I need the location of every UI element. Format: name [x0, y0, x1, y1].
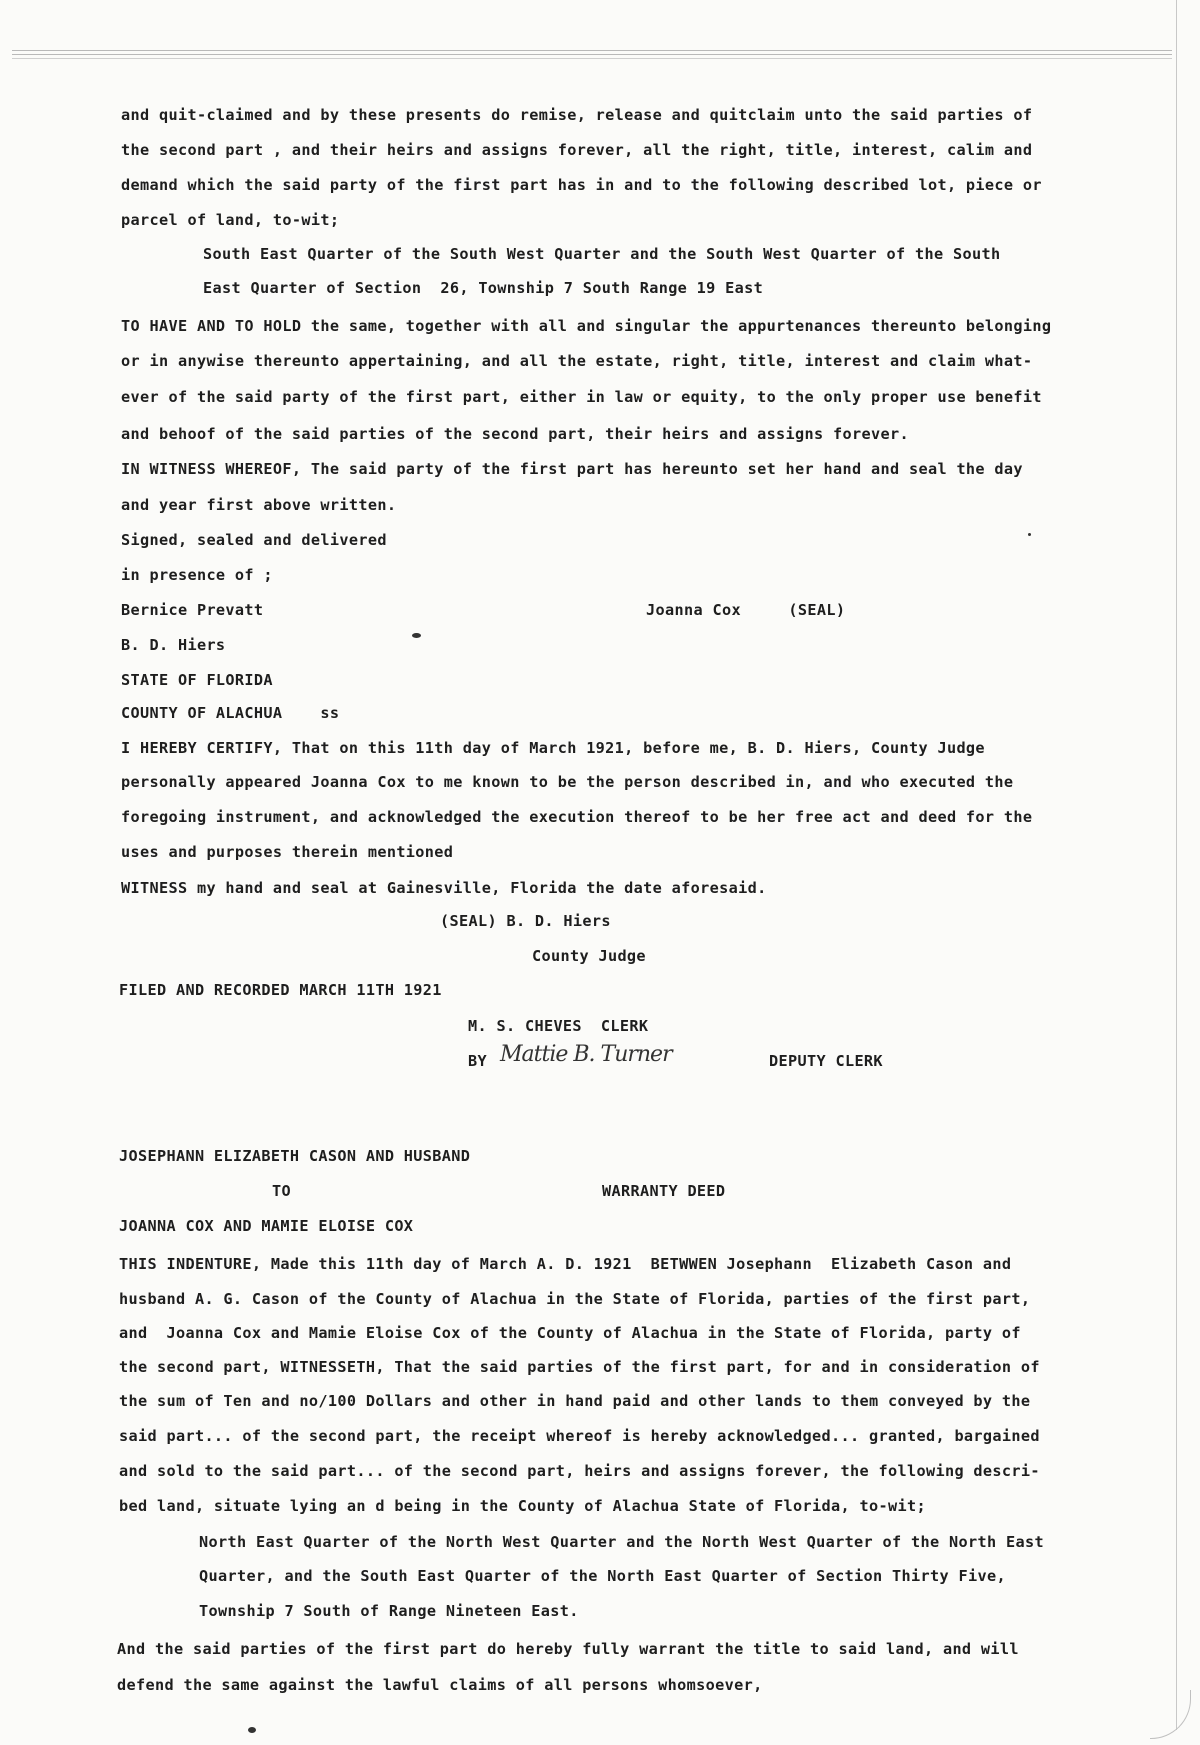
county-heading: COUNTY OF ALACHUA ss [121, 704, 340, 722]
ink-speck [412, 633, 421, 638]
indenture-line: and Joanna Cox and Mamie Eloise Cox of the County of Alachua in the State of Florida, party of [119, 1324, 1021, 1342]
deputy-clerk-label: DEPUTY CLERK [769, 1052, 883, 1070]
witness-name: B. D. Hiers [121, 636, 226, 654]
deed-heading-grantee: JOANNA COX AND MAMIE ELOISE COX [119, 1217, 414, 1235]
indenture-line: husband A. G. Cason of the County of Alachua in the State of Florida, parties of the first part, [119, 1290, 1031, 1308]
deed-line: or in anywise thereunto appertaining, and all the estate, right, title, interest and claim what- [121, 352, 1033, 370]
signed-sealed-line: Signed, sealed and delivered [121, 531, 387, 549]
page-curl [1150, 1690, 1191, 1739]
judge-signature: (SEAL) B. D. Hiers [440, 912, 611, 930]
deputy-clerk-signature: Mattie B. Turner [500, 1042, 672, 1067]
deed-line: and year first above written. [121, 496, 397, 514]
ink-speck [248, 1727, 256, 1733]
in-presence-line: in presence of ; [121, 566, 273, 584]
ink-speck [1028, 533, 1031, 536]
indenture-line: bed land, situate lying an d being in the County of Alachua State of Florida, to-wit; [119, 1497, 926, 1515]
judge-title: County Judge [532, 947, 646, 965]
deed-line: demand which the said party of the first part has in and to the following described lot, piece or [121, 176, 1042, 194]
land-description-line: Township 7 South of Range Nineteen East. [199, 1602, 579, 1620]
top-rule [12, 58, 1172, 59]
indenture-line: the second part, WITNESSETH, That the said parties of the first part, for and in consideration of [119, 1358, 1040, 1376]
page-edge [1176, 0, 1177, 1730]
deed-line: TO HAVE AND TO HOLD the same, together with all and singular the appurtenances thereunto belonging [121, 317, 1052, 335]
land-description-line: North East Quarter of the North West Quarter and the North West Quarter of the North East [199, 1533, 1044, 1551]
warranty-line: defend the same against the lawful claims of all persons whomsoever, [117, 1676, 763, 1694]
warranty-line: And the said parties of the first part do hereby fully warrant the title to said land, and will [117, 1640, 1019, 1658]
deed-line: parcel of land, to-wit; [121, 211, 340, 229]
certification-line: WITNESS my hand and seal at Gainesville, Florida the date aforesaid. [121, 879, 767, 897]
indenture-line: THIS INDENTURE, Made this 11th day of March A. D. 1921 BETWWEN Josephann Elizabeth Cason and [119, 1255, 1012, 1273]
certification-line: foregoing instrument, and acknowledged the execution thereof to be her free act and deed for the [121, 808, 1033, 826]
indenture-line: and sold to the said part... of the second part, heirs and assigns forever, the following descri- [119, 1462, 1040, 1480]
land-description-line: South East Quarter of the South West Quarter and the South West Quarter of the South [203, 245, 1001, 263]
land-description-line: East Quarter of Section 26, Township 7 South Range 19 East [203, 279, 764, 297]
indenture-line: said part... of the second part, the receipt whereof is hereby acknowledged... granted, bargained [119, 1427, 1040, 1445]
certification-line: personally appeared Joanna Cox to me known to be the person described in, and who executed the [121, 773, 1014, 791]
certification-line: uses and purposes therein mentioned [121, 843, 454, 861]
clerk-line: M. S. CHEVES CLERK [468, 1017, 649, 1035]
deed-line: ever of the said party of the first part, either in law or equity, to the only proper use benefit [121, 388, 1042, 406]
deed-line: and behoof of the said parties of the second part, their heirs and assigns forever. [121, 425, 909, 443]
state-heading: STATE OF FLORIDA [121, 671, 273, 689]
top-rule [12, 50, 1172, 51]
deed-heading-grantor: JOSEPHANN ELIZABETH CASON AND HUSBAND [119, 1147, 471, 1165]
deed-line: IN WITNESS WHEREOF, The said party of the first part has hereunto set her hand and seal the day [121, 460, 1023, 478]
deed-heading-to: TO [272, 1182, 291, 1200]
grantor-signature: Joanna Cox (SEAL) [646, 601, 846, 619]
land-description-line: Quarter, and the South East Quarter of the North East Quarter of Section Thirty Five, [199, 1567, 1006, 1585]
deed-heading-type: WARRANTY DEED [602, 1182, 726, 1200]
top-rule [12, 54, 1172, 55]
by-label: BY [468, 1052, 487, 1070]
filed-recorded-line: FILED AND RECORDED MARCH 11TH 1921 [119, 981, 442, 999]
deed-line: and quit-claimed and by these presents do remise, release and quitclaim unto the said parties of [121, 106, 1033, 124]
witness-name: Bernice Prevatt [121, 601, 264, 619]
deed-line: the second part , and their heirs and assigns forever, all the right, title, interest, calim and [121, 141, 1033, 159]
indenture-line: the sum of Ten and no/100 Dollars and other in hand paid and other lands to them conveyed by the [119, 1392, 1031, 1410]
certification-line: I HEREBY CERTIFY, That on this 11th day of March 1921, before me, B. D. Hiers, County Judge [121, 739, 985, 757]
